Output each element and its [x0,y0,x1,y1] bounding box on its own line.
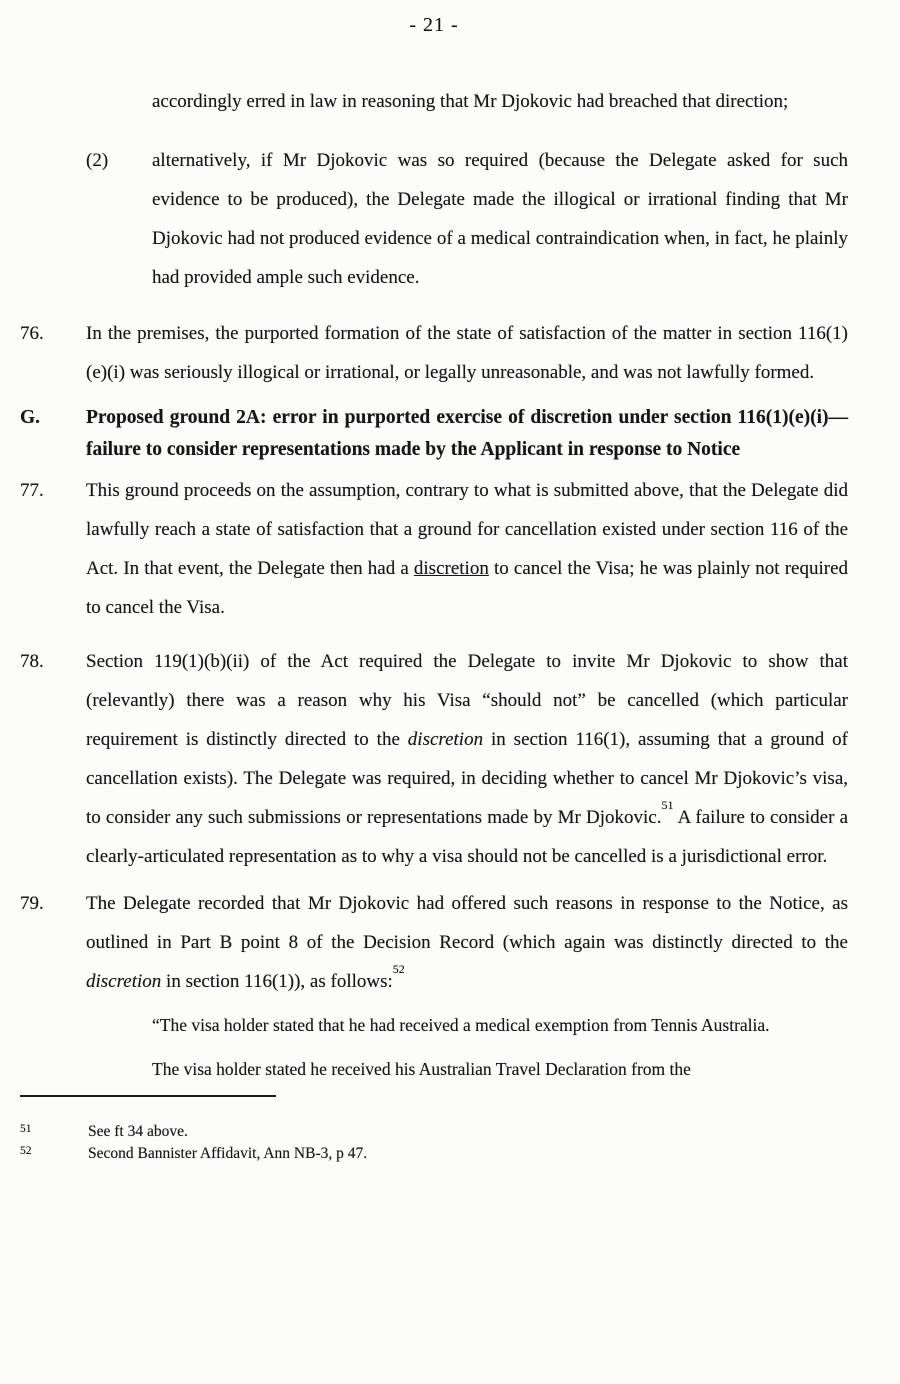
paragraph-79 [20,884,848,1001]
paragraph-text-segment: A failure to consider a clearly-articulated representation as to why a visa should not be cancelled is a jurisdictional error. [86,807,849,867]
underlined-term: discretion [413,558,489,579]
footnote-number: 51 [20,1123,32,1135]
section-heading-text: Proposed ground 2A: error in purported exercise of discretion under section 116(1)(e)(i)—failure to consider representations made by the Applicant in response to Notice [86,407,848,460]
italic-term: discretion [86,971,162,992]
section-heading-g [20,402,848,466]
footnote-text: Second Bannister Affidavit, Ann NB-3, p 47. [88,1145,368,1162]
paragraph-77 [20,471,848,627]
paragraph-text [86,884,848,1001]
subparagraph-number: (2) [86,150,109,171]
block-quote [152,1011,802,1083]
subparagraph-1-continuation: accordingly erred in law in reasoning that Mr Djokovic had breached that direction; [152,91,789,112]
paragraph-number: 76. [20,323,44,344]
quote-paragraph-2: The visa holder stated he received his Australian Travel Declaration from the [152,1059,691,1079]
paragraph-text-segment: to cancel the Visa; he was plainly not required to cancel the Visa. [86,558,848,618]
footnote-reference-52: 52 [392,961,405,976]
paragraph-text [86,642,848,876]
paragraph-number: 77. [20,480,44,501]
quote-paragraph-1: “The visa holder stated that he had received a medical exemption from Tennis Australia. [152,1015,770,1035]
paragraph-text [86,471,848,627]
footnote-number: 52 [20,1145,32,1157]
footnote-51 [20,1121,848,1143]
paragraph-78 [20,642,848,876]
paragraph-number: 79. [20,893,44,914]
section-letter: G. [20,407,41,428]
paragraph-text: In the premises, the purported formation of the state of satisfaction of the matter in section 116(1)(e)(i) was seriously illogical or irrational, or legally unreasonable, and was not lawfully formed. [86,323,848,383]
subparagraph-text: alternatively, if Mr Djokovic was so required (because the Delegate asked for such evidence to be produced), the Delegate made the illogical or irrational finding that Mr Djokovic had not produced evidence of a medical contraindication when, in fact, he plainly had provided ample such evidence. [152,150,848,288]
paragraph-text-segment: This ground proceeds on the assumption, contrary to what is submitted above, that the Delegate did lawfully reach a state of satisfaction that a ground for cancellation existed under section 116 of the Act. In that event, the Delegate then had a [86,480,848,579]
footnote-52 [20,1143,848,1165]
page-number: - 21 - [409,14,459,36]
footnote-reference-51: 51 [661,797,674,812]
footnotes [20,1121,848,1165]
paragraph-text-segment: The Delegate recorded that Mr Djokovic had offered such reasons in response to the Notice, as outlined in Part B point 8 of the Decision Record (which again was distinctly directed to the [86,893,848,953]
paragraph-text-segment: in section 116(1), assuming that a ground of cancellation exists). The Delegate was required, in deciding whether to cancel Mr Djokovic’s visa, to consider any such submissions or representations made by Mr Djokovic. [86,729,848,828]
footnote-separator [20,1095,276,1097]
paragraph-text-segment: Section 119(1)(b)(ii) of the Act required the Delegate to invite Mr Djokovic to show that (relevantly) there was a reason why his Visa “should not” be cancelled (which particular requirement is distinctly directed to the [86,651,848,750]
paragraph-number: 78. [20,651,44,672]
paragraph-76 [20,314,848,392]
footnote-text: See ft 34 above. [88,1123,188,1140]
subparagraph-2 [86,141,848,297]
paragraph-text-segment: in section 116(1)), as follows: [161,971,393,992]
italic-term: discretion [407,729,484,750]
